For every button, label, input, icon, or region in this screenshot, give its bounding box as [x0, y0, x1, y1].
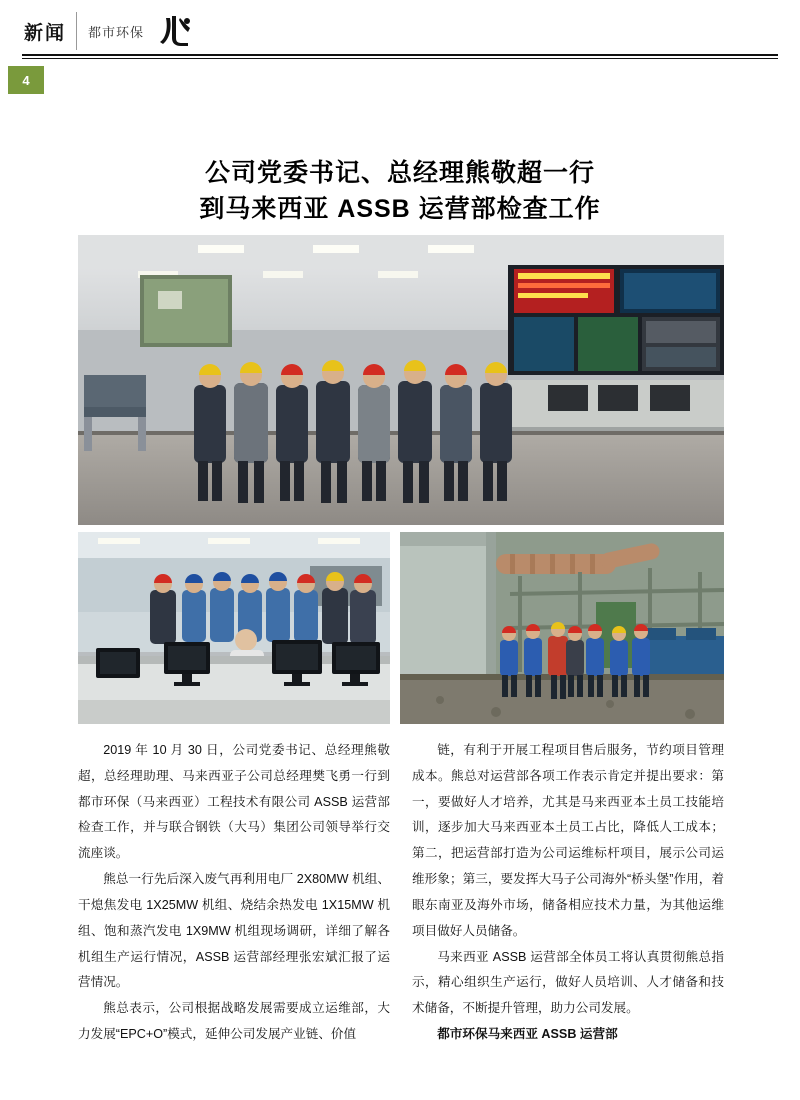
masthead-text: 都市环保 — [88, 25, 145, 40]
header-divider — [76, 12, 77, 50]
photo-control-room-desks — [78, 532, 390, 724]
header-rule — [22, 54, 778, 56]
headline-line-2: 到马来西亚 ASSB 运营部检查工作 — [199, 195, 601, 224]
headline-line-1: 公司党委书记、总经理熊敬超一行 — [204, 159, 595, 187]
page-title — [80, 155, 720, 228]
brand-logo-icon — [152, 8, 198, 54]
page-number-badge: 4 — [8, 66, 44, 94]
paragraph: 链，有利于开展工程项目售后服务，节约项目管理成本。熊总对运营部各项工作表示肯定并提出要求：第一，要做好人才培养，尤其是马来西亚本土员工技能培训，逐步加大马来西亚本土员工占比，降低人工成本；第二，把运营部打造为公司运维标杆项目，展示公司运维形象；第三，要发挥大马子公司海外“桥头堡”作用，着眼东南亚及海外市场，储备相应技术力量，为其他运维项目做好人员储备。 — [412, 743, 724, 938]
photo-plant-site-visit — [400, 532, 724, 724]
group-photo-control-room — [78, 235, 724, 525]
article-column-left — [78, 738, 390, 1048]
paragraph: 熊总表示，公司根据战略发展需要成立运维部，大力发展“EPC+O”模式，延伸公司发展产业链、价值 — [78, 1001, 390, 1041]
page-header — [0, 0, 800, 62]
paragraph: 2019 年 10 月 30 日，公司党委书记、总经理熊敬超，总经理助理、马来西亚子公司总经理樊飞勇一行到都市环保（马来西亚）工程技术有限公司 ASSB 运营部检查工作，并与联合钢铁（大马）集团公司领导举行交流座谈。 — [78, 743, 390, 861]
header-rule-thin — [22, 58, 778, 59]
article-signature: 都市环保马来西亚 ASSB 运营部 — [437, 1026, 618, 1041]
article-column-right — [412, 738, 724, 1048]
section-title: 新闻 — [24, 23, 67, 44]
paragraph: 熊总一行先后深入废气再利用电厂 2X80MW 机组、干熄焦发电 1X25MW 机组、烧结余热发电 1X15MW 机组、饱和蒸汽发电 1X9MW 机组现场调研，详细了解各机组生产运行情况，ASSB 运营部经理张宏斌汇报了运营情况。 — [78, 872, 390, 990]
paragraph: 马来西亚 ASSB 运营部全体员工将认真贯彻熊总指示，精心组织生产运行，做好人员培训、人才储备和技术储备，不断提升管理，助力公司发展。 — [412, 949, 724, 1016]
